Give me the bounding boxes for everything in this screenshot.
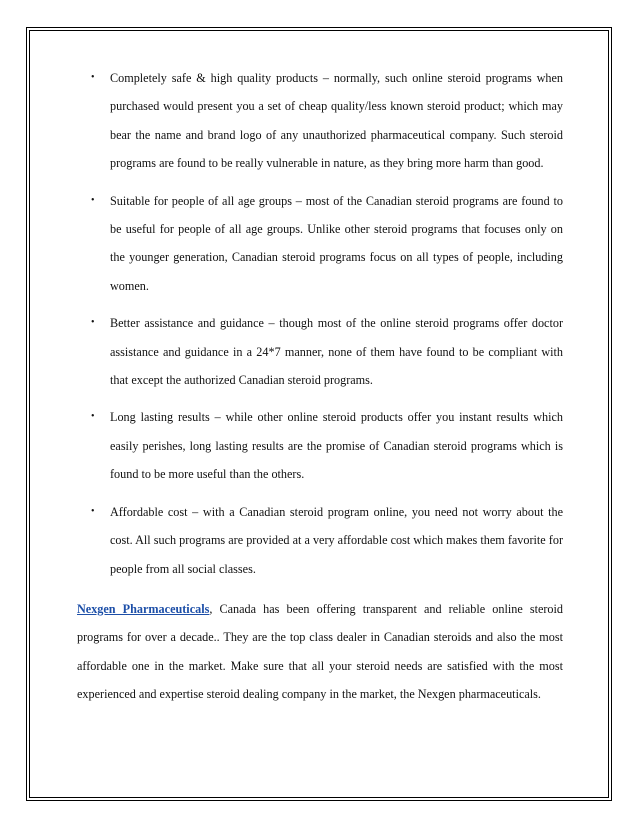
document-body (77, 64, 563, 709)
list-item (91, 403, 563, 488)
list-item-text: Better assistance and guidance – though most of the online steroid programs offer doctor assistance and guidance in a 24*7 manner, none of them have found to be compliant with that except the authorized Canadian steroid programs. (110, 316, 563, 388)
bullet-icon: • (91, 505, 95, 517)
list-item (91, 64, 563, 178)
nexgen-pharmaceuticals-link[interactable]: Nexgen Pharmaceuticals (77, 601, 210, 616)
list-item-text: Long lasting results – while other online steroid products offer you instant results which easily perishes, long lasting results are the promise of Canadian steroid programs which is found to be more useful than the others. (110, 410, 563, 482)
bullet-icon: • (91, 72, 95, 83)
list-item (91, 187, 563, 301)
bullet-icon: • (91, 317, 95, 329)
list-item-text: Suitable for people of all age groups – most of the Canadian steroid programs are found to be useful for people of all age groups. Unlike other steroid programs that focuses only on the younger generation, Canadian steroid programs focus on all types of people, including women. (110, 193, 563, 293)
list-item-text: Affordable cost – with a Canadian steroid program online, you need not worry about the cost. All such programs are provided at a very affordable cost which makes them favorite for people from all social classes. (110, 504, 563, 576)
closing-paragraph (77, 595, 563, 709)
list-item (91, 309, 563, 394)
closing-paragraph-text: , Canada has been offering transparent and reliable online steroid programs for over a decade.. They are the top class dealer in Canadian steroids and also the most affordable one in the market. Make sure that all your steroid needs are satisfied with the most experienced and expertise steroid dealing company in the market, the Nexgen pharmaceuticals. (77, 601, 564, 702)
bullet-icon: • (91, 411, 95, 423)
list-item (91, 498, 563, 583)
benefits-list (77, 64, 563, 583)
list-item-text: Completely safe & high quality products – normally, such online steroid programs when purchased would present you a set of cheap quality/less known steroid product; which may bear the name and brand logo of any unauthorized pharmaceutical company. Such steroid programs are found to be really vulnerable in nature, as they bring more harm than good. (110, 71, 563, 171)
bullet-icon: • (91, 194, 95, 206)
